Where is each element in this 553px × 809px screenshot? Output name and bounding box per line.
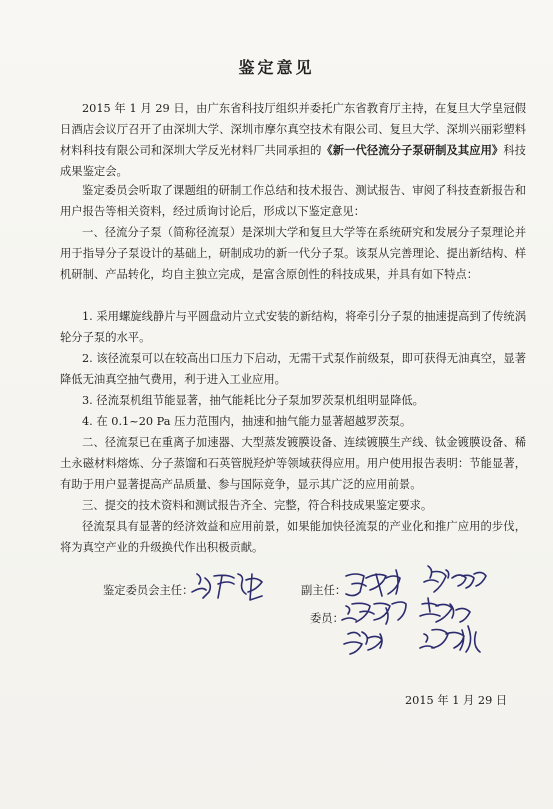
member-signature-2 bbox=[420, 598, 470, 622]
member-signature-4 bbox=[420, 626, 480, 652]
chair-signature bbox=[192, 574, 262, 600]
paragraph-meeting-info-pre: 2015 年 1 月 29 日，由广东省科技厅组织并委托广东省教育厅主持，在复旦大学皇冠假日酒店会议厅召开了由深圳大学、深圳市摩尔真空技术有限公司、复旦大学、深圳兴丽彩塑料材料科技有限公司和深圳大学反光材料厂共同承担的 bbox=[60, 102, 526, 157]
paragraph-feature-3: 3. 径流泵机组节能显著，抽气能耗比分子泵加罗茨泵机组明显降低。 bbox=[82, 394, 424, 407]
paragraph-feature-2: 2. 该径流泵可以在较高出口压力下启动，无需干式泵作前级泵，即可获得无油真空，显著降低无油真空抽气费用，利于进入工业应用。 bbox=[60, 352, 526, 386]
member-signature-1 bbox=[342, 602, 406, 624]
paragraph-conclusion: 径流泵具有显著的经济效益和应用前景，如果能加快径流泵的产业化和推广应用的步伐，将为真空产业的升级换代作出积极贡献。 bbox=[60, 520, 526, 554]
document-date: 2015 年 1 月 29 日 bbox=[405, 694, 508, 707]
member-label: 委员： bbox=[310, 612, 344, 625]
document-title: 鉴定意见 bbox=[238, 58, 315, 77]
vice-chair-signature-1 bbox=[346, 570, 400, 596]
paragraph-meeting-info-post: 科技成果鉴定会。 bbox=[60, 144, 526, 178]
paragraph-opinion-2: 二、径流泵已在重离子加速器、大型蒸发镀膜设备、连续镀膜生产线、钛金镀膜设备、稀土永磁材料熔炼、分子蒸馏和石英管脱羟炉等领域获得应用。用户使用报告表明：节能显著，有助于用户显著提高产品质量、参与国际竞争，显示其广泛的应用前景。 bbox=[60, 436, 526, 491]
project-title: 《新一代径流分子泵研制及其应用》 bbox=[321, 143, 504, 157]
paragraph-opinion-3: 三、提交的技术资料和测试报告齐全、完整，符合科技成果鉴定要求。 bbox=[82, 499, 433, 512]
paragraph-feature-1: 1. 采用螺旋线静片与平圆盘动片立式安装的新结构，将牵引分子泵的抽速提高到了传统涡轮分子泵的水平。 bbox=[60, 310, 526, 344]
paragraph-feature-4: 4. 在 0.1~20 Pa 压力范围内，抽速和抽气能力显著超越罗茨泵。 bbox=[82, 415, 412, 428]
paragraph-committee: 鉴定委员会听取了课题组的研制工作总结和技术报告、测试报告、审阅了科技查新报告和用户报告等相关资料，经过质询讨论后，形成以下鉴定意见： bbox=[60, 184, 526, 218]
paragraph-opinion-1: 一、径流分子泵（简称径流泵）是深圳大学和复旦大学等在系统研究和发展分子泵理论并用于指导分子泵设计的基础上，研制成功的新一代分子泵。该泵从完善理论、提出新结构、样机研制、产品转化，均自主独立完成，是富含原创性的科技成果，并具有如下特点： bbox=[60, 226, 526, 281]
vice-chair-signature-2 bbox=[424, 566, 486, 592]
vice-chair-label: 副主任： bbox=[301, 584, 347, 597]
paragraph-meeting-info bbox=[60, 98, 526, 182]
chair-label: 鉴定委员会主任： bbox=[103, 584, 194, 597]
member-signature-3 bbox=[344, 632, 382, 654]
